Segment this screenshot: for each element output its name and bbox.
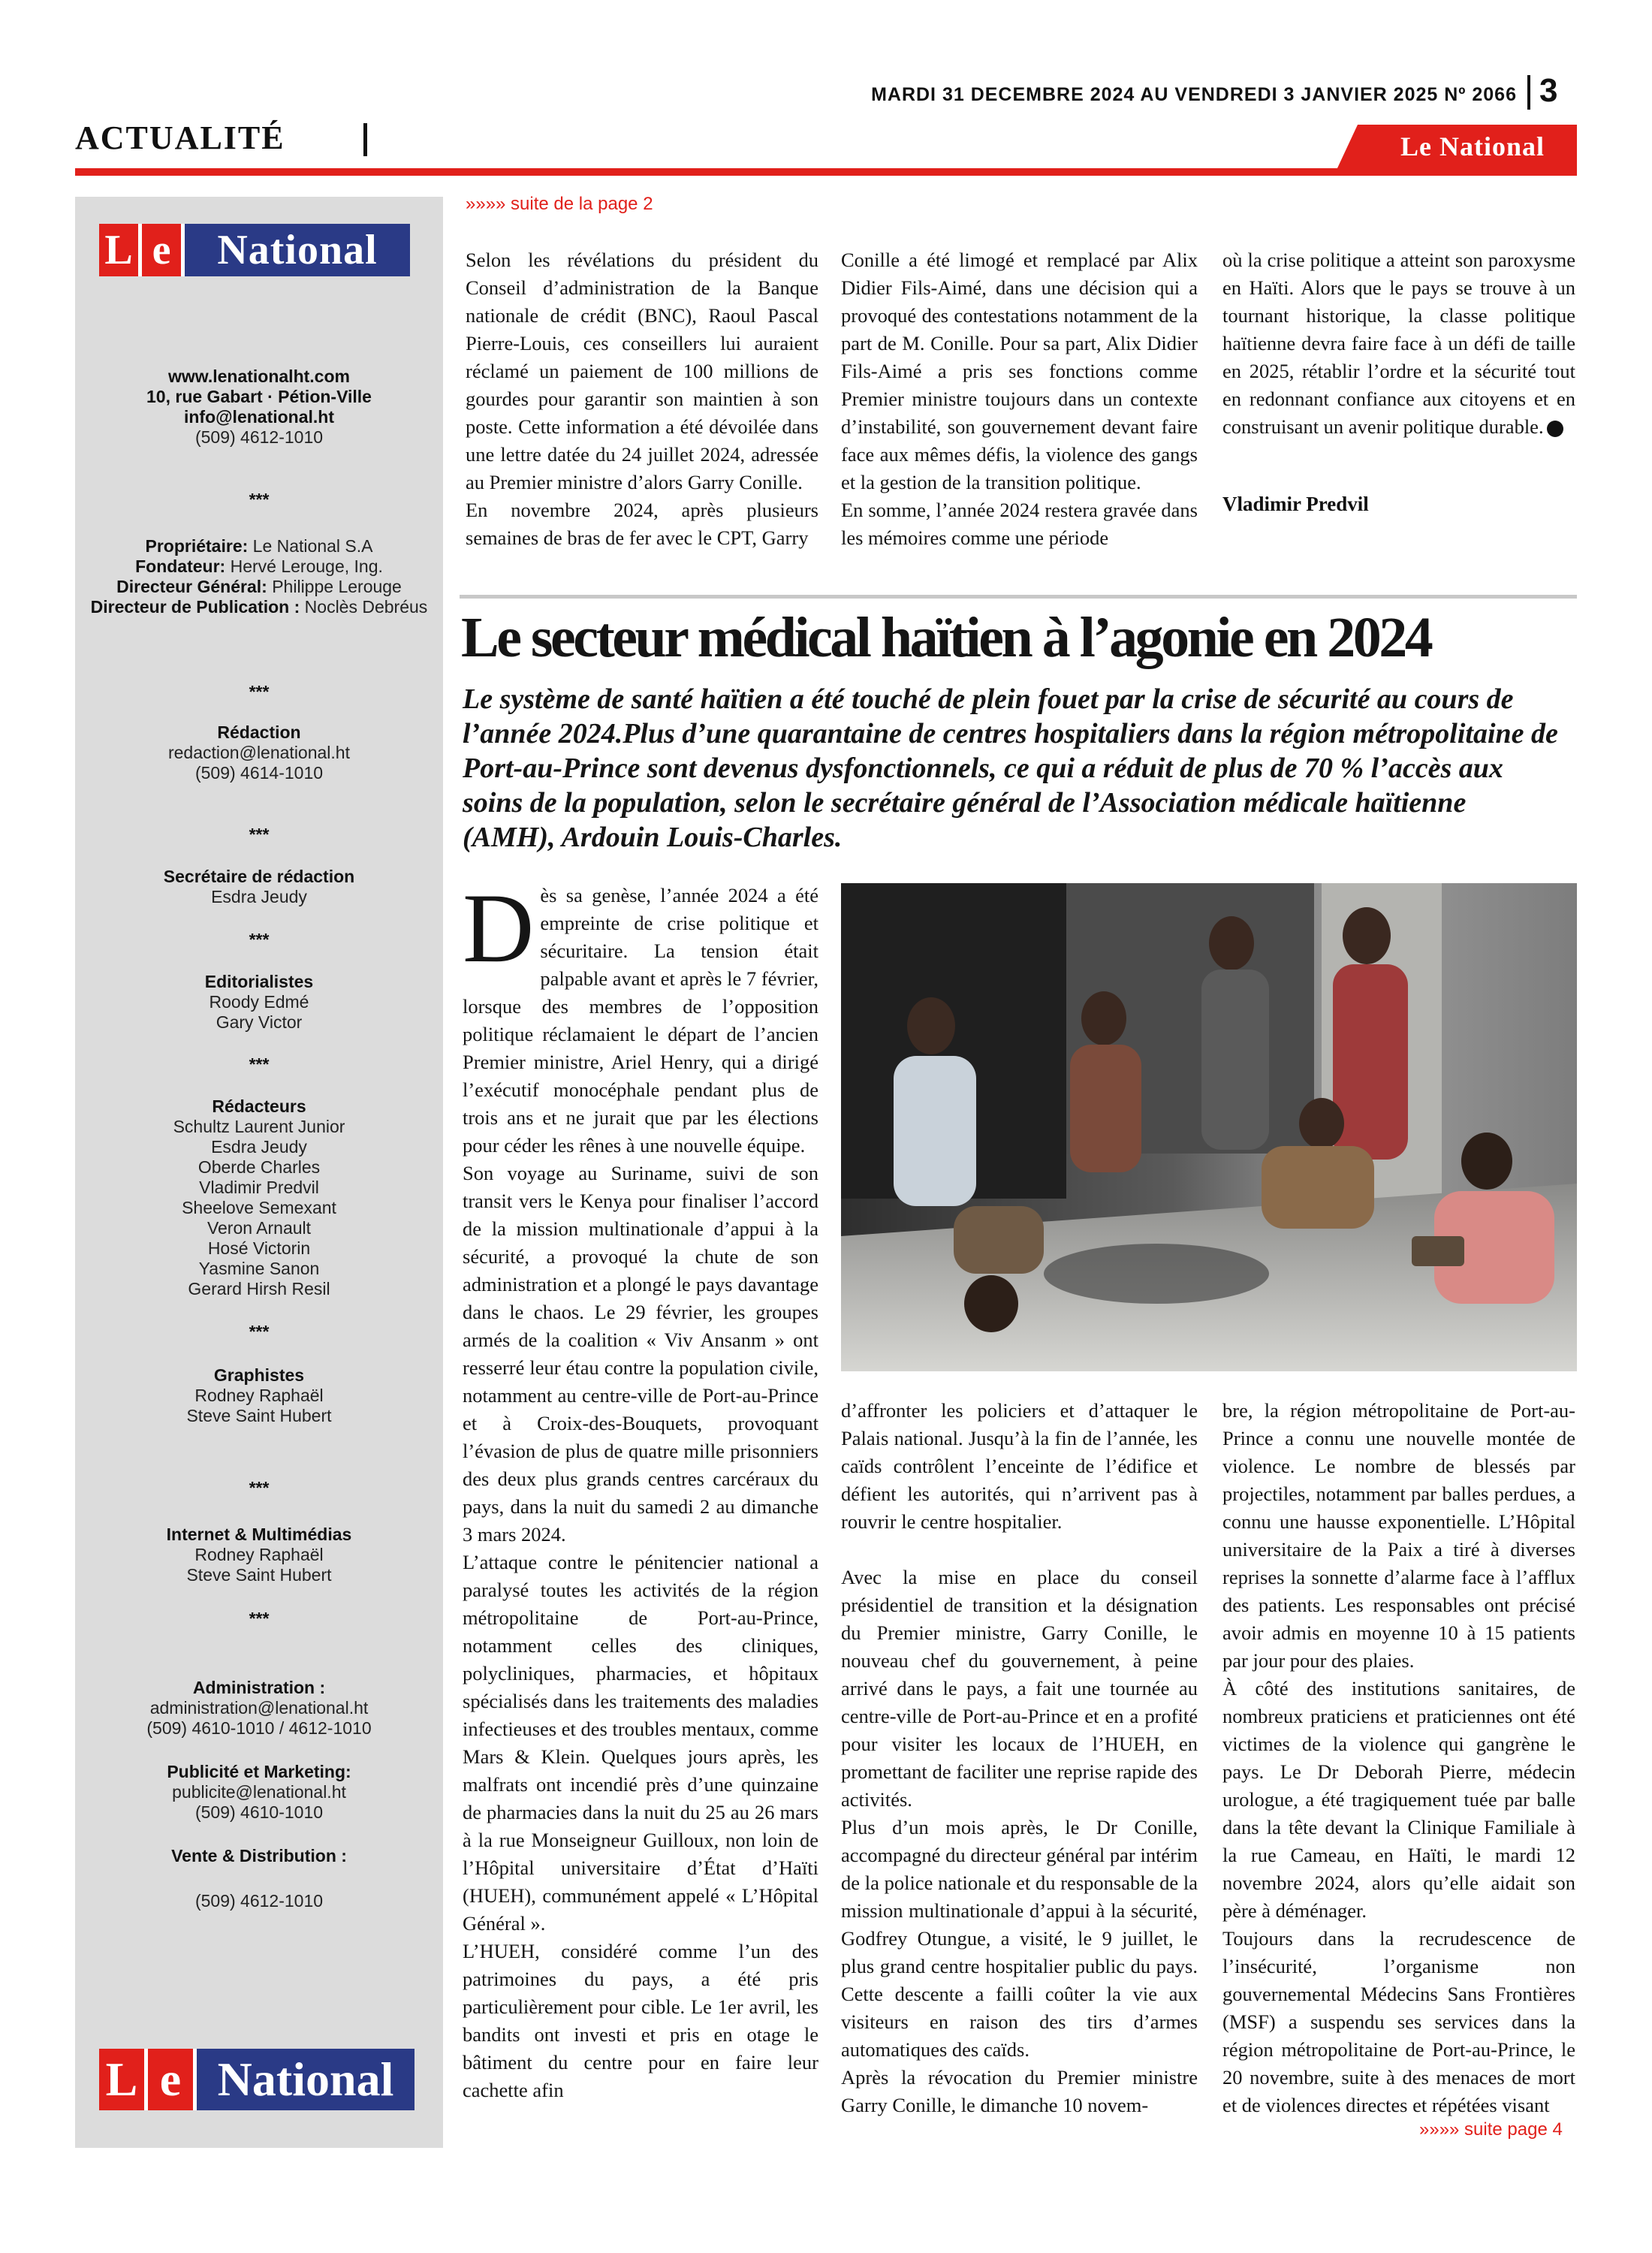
le-national-logo: L e National: [99, 224, 410, 276]
paragraph: Toujours dans la recrudescence de l’insécurité, l’organisme non gouvernemental Médecins Sans Frontières (MSF) a suspendu ses services dans la région métropolitaine de Port-au-Prince, le 20 novembre, suite à des menaces de mort et de violences directes et répétées visant: [1222, 1927, 1575, 2116]
author-byline: Vladimir Predvil: [1222, 493, 1369, 515]
contact-email: info@lenational.ht: [183, 407, 335, 427]
continuation-column-3: [1222, 246, 1575, 441]
article-divider: [460, 595, 1577, 599]
separator: ***: [249, 490, 270, 509]
website: www.lenationalht.com: [168, 366, 350, 386]
page-number-separator: [1527, 75, 1530, 110]
section-divider: [363, 123, 367, 156]
admin-phone: (509) 4610-1010 / 4612-1010: [146, 1718, 372, 1738]
paragraph: Plus d’un mois après, le Dr Conille, accompagné du directeur général par intérim de la police nationale et du responsable de la mission multinationale d’appui à la sécurité, Godfrey Otungue, a visité, le 9 juillet, le plus grand centre hospitalier public du pays. Cette descente a failli coûter la vie aux visiteurs en raison des tirs d’armes automatiques des caïds.: [841, 1816, 1198, 2061]
graphists-label: Graphistes: [213, 1365, 305, 1385]
brand-tab-label: Le National: [1400, 131, 1545, 161]
separator: ***: [249, 1054, 270, 1074]
article-column-2: [841, 1397, 1198, 2119]
founder-line: Fondateur: Hervé Lerouge, Ing.: [135, 556, 383, 576]
end-of-article-icon: [1547, 421, 1563, 437]
writer-name: Vladimir Predvil: [199, 1178, 319, 1197]
pub-phone: (509) 4610-1010: [194, 1802, 324, 1822]
continued-on-link[interactable]: »»»» suite page 4: [1419, 2119, 1563, 2140]
sales-label: Vente & Distribution :: [171, 1846, 347, 1865]
secretary-name: Esdra Jeudy: [211, 887, 307, 906]
writer-name: Schultz Laurent Junior: [173, 1117, 345, 1136]
continued-from-label: »»»» suite de la page 2: [466, 194, 653, 214]
separator: ***: [249, 825, 270, 844]
paragraph: Conille a été limogé et remplacé par Alix Didier Fils-Aimé, dans une décision qui a provoqué des contestations notamment de la part de M. Conille. Pour sa part, Alix Didier Fils-Aimé a pris ses fonctions comme Premier ministre toujours dans un contexte d’instabilité, son gouvernement devant faire face aux mêmes défis, la violence des gangs et la gestion de la transition politique.: [841, 249, 1198, 493]
writers-label: Rédacteurs: [212, 1096, 306, 1116]
paragraph: où la crise politique a atteint son paroxysme en Haïti. Alors que le pays se trouve à un tournant historique, la classe politique haïtienne devra faire face à un défi de taille en 2025, rétablir l’ordre et la sécurité tout en redonnant confiance aux citoyens et en construisant un avenir politique durable.: [1222, 249, 1575, 438]
writer-name: Hosé Victorin: [207, 1238, 311, 1258]
paragraph: Après la révocation du Premier ministre Garry Conille, le dimanche 10 novem-: [841, 2066, 1198, 2116]
editorialist-name: Gary Victor: [216, 1012, 303, 1032]
article-column-3: [1222, 1397, 1575, 2119]
separator: ***: [249, 682, 270, 701]
internet-name: Steve Saint Hubert: [186, 1565, 332, 1585]
address: 10, rue Gabart · Pétion-Ville: [146, 387, 372, 406]
contact-phone: (509) 4612-1010: [194, 427, 324, 447]
page-number: 3: [1539, 72, 1558, 109]
writer-name: Esdra Jeudy: [211, 1137, 307, 1157]
separator: ***: [249, 1478, 270, 1497]
separator: ***: [249, 930, 270, 949]
article-photo: [841, 883, 1577, 1371]
pub-email: publicite@lenational.ht: [172, 1782, 346, 1802]
writer-name: Gerard Hirsh Resil: [188, 1279, 330, 1298]
le-national-logo-bottom: L e National: [99, 2049, 415, 2110]
paragraph: Son voyage au Suriname, suivi de son transit vers le Kenya pour finaliser l’accord de la mission multinationale d’appui à la sécurité, a provoqué la chute de son administration et a plongé le pays davantage dans le chaos. Le 29 février, les groupes armés de la coalition « Viv Ansanm » ont resserré leur étau contre la population civile, notamment au centre-ville de Port-au-Prince et à Croix-des-Bouquets, provoquant l’évasion de plus de quatre mille prisonniers des deux plus grands centres carcéraux du pays, dans la nuit du samedi 2 au dimanche 3 mars 2024.: [463, 1162, 818, 1546]
article-headline: Le secteur médical haïtien à l’agonie en 2024: [461, 606, 1431, 669]
writer-name: Oberde Charles: [197, 1157, 321, 1177]
editorialists-label: Editorialistes: [204, 972, 314, 991]
pub-label: Publicité et Marketing:: [167, 1762, 351, 1781]
paragraph: En somme, l’année 2024 restera gravée dans les mémoires comme une période: [841, 499, 1198, 549]
writer-name: Yasmine Sanon: [198, 1259, 320, 1278]
publisher-line: Directeur de Publication : Noclès Debréus: [90, 597, 428, 617]
paragraph: Selon les révélations du président du Conseil d’administration de la Banque nationale de crédit (BNC), Raoul Pascal Pierre-Louis, ces conseillers lui auraient réclamé un paiement de 100 millions de gourdes pour garantir son maintien à son poste. Cette information a été dévoilée dans une lettre datée du 24 juillet 2024, adressée au Premier ministre d’alors Garry Conille.: [466, 249, 818, 493]
paragraph: À côté des institutions sanitaires, de nombreux praticiens et praticiennes ont été victimes de la violence qui gangrène le pays. Le Dr Deborah Pierre, médecin urologue, a été tragiquement tuée par balle dans la tête devant la Clinique Familiale à la rue Cameau, en Haïti, le mardi 12 novembre 2024, alors qu’elle aidait son père à déménager.: [1222, 1677, 1575, 1922]
secretary-label: Secrétaire de rédaction: [163, 867, 355, 886]
paragraph: L’attaque contre le pénitencier national a paralysé toutes les activités de la région métropolitaine de Port-au-Prince, notamment celles des cliniques, polycliniques, pharmacies, et hôpitaux spécialisés dans les traitements des maladies infectieuses et des troubles mentaux, comme Mars & Klein. Quelques jours après, les malfrats ont incendié près d’une quinzaine de pharmacies dans la nuit du 25 au 26 mars à la rue Monseigneur Guilloux, non loin de l’Hôpital universitaire d’État d’Haïti (HUEH), communément appelé « L’Hôpital Général ».: [463, 1551, 818, 1935]
internet-label: Internet & Multimédias: [166, 1525, 352, 1544]
separator: ***: [249, 1609, 270, 1628]
paragraph: bre, la région métropolitaine de Port-au-Prince a connu une nouvelle montée de violence. Le nombre de blessés par projectiles, notamment par balles perdues, a connu une hausse exponentielle. L’Hôpital universitaire de la Paix a tiré à diverses reprises la sonnette d’alarme face à l’afflux des patients. Les responsables ont précisé avoir admis en moyenne 10 à 15 patients par jour pour des plaies.: [1222, 1399, 1575, 1672]
editorialist-name: Roody Edmé: [209, 992, 309, 1012]
graphist-name: Steve Saint Hubert: [186, 1406, 332, 1425]
sales-phone: (509) 4612-1010: [194, 1891, 324, 1911]
paragraph: d’affronter les policiers et d’attaquer le Palais national. Jusqu’à la fin de l’année, les caïds contrôlent l’enceinte de l’édifice et défient les autorités, qui n’arrivent pas à rouvrir le centre hospitalier.: [841, 1399, 1198, 1533]
writer-name: Sheelove Semexant: [182, 1198, 336, 1217]
paragraph: ès sa genèse, l’année 2024 a été empreinte de crise politique et sécuritaire. La tension était palpable avant et après le 7 février, lorsque des membres de l’opposition politique réclamaient le départ de l’ancien Premier ministre, Ariel Henry, qui a dirigé l’exécutif monocéphale pendant plus de trois ans et ne jurait que par les élections pour céder les rênes à une nouvelle équipe.: [463, 884, 818, 1157]
masthead-sidebar: [75, 197, 443, 2148]
drop-cap: D: [463, 873, 535, 983]
paragraph: En novembre 2024, après plusieurs semaines de bras de fer avec le CPT, Garry: [466, 499, 818, 549]
admin-label: Administration :: [192, 1678, 326, 1697]
redaction-phone: (509) 4614-1010: [194, 763, 324, 783]
section-label: ACTUALITÉ: [75, 119, 285, 156]
article-lede: Le système de santé haïtien a été touché de plein fouet par la crise de sécurité au cours de l’année 2024.Plus d’une quarantaine de centres hospitaliers dans la région métropolitaine de Port-au-Prince sont devenus dysfonctionnels, ce qui a réduit de plus de 70 % l’accès aux soins de la population, selon le secrétaire général de l’Association médicale haïtienne (AMH), Ardouin Louis-Charles.: [463, 683, 1558, 853]
separator: ***: [249, 1322, 270, 1341]
writer-name: Veron Arnault: [206, 1218, 312, 1238]
article-column-1: [463, 873, 818, 2104]
redaction-label: Rédaction: [217, 722, 301, 742]
paragraph: L’HUEH, considéré comme l’un des patrimoines du pays, a été pris particulièrement pour cible. Le 1er avril, les bandits ont investi et pris en otage le bâtiment du centre pour en faire leur cachette afin: [463, 1940, 818, 2101]
admin-email: administration@lenational.ht: [149, 1698, 369, 1718]
internet-name: Rodney Raphaël: [194, 1545, 324, 1564]
issue-date-line: MARDI 31 DECEMBRE 2024 AU VENDREDI 3 JANVIER 2025 Nº 2066: [871, 84, 1517, 105]
graphist-name: Rodney Raphaël: [194, 1386, 324, 1405]
director-line: Directeur Général: Philippe Lerouge: [116, 577, 402, 596]
owner-line: Propriétaire: Le National S.A: [145, 536, 373, 556]
redaction-email: redaction@lenational.ht: [167, 743, 350, 762]
paragraph: Avec la mise en place du conseil présidentiel de transition et la désignation du Premier ministre, Garry Conille, le nouveau chef du gouvernement, à peine arrivé dans le pays, a fait une tournée au centre-ville de Port-au-Prince et en a profité pour visiter les locaux de l’HUEH, en promettant de faciliter une reprise rapide des activités.: [841, 1566, 1198, 1811]
continuation-column-2: [841, 246, 1198, 552]
continuation-column-1: [466, 246, 818, 552]
